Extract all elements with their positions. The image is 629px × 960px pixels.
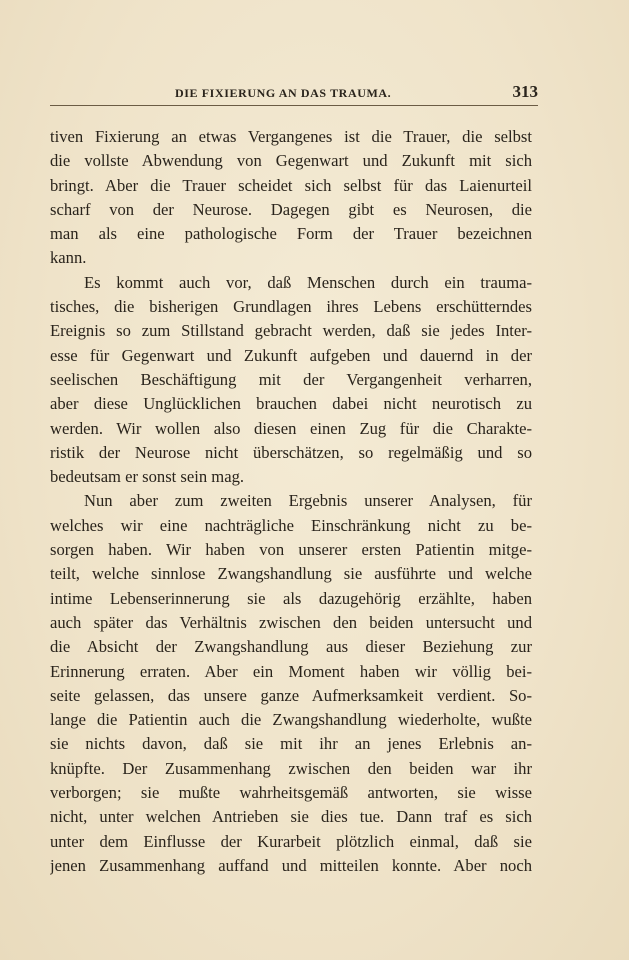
text-line: seite gelassen, das unsere ganze Aufmerksamkeit verdient. So- [50,685,532,705]
text-line: ristik der Neurose nicht überschätzen, so regelmäßig und so [50,442,532,462]
text-line: bedeutsam er sonst sein mag. [50,467,245,487]
text-line: werden. Wir wollen also diesen einen Zug für die Charakte- [50,418,532,438]
running-head-title: DIE FIXIERUNG AN DAS TRAUMA. [175,86,392,100]
text-line: esse für Gegenwart und Zukunft aufgeben und dauernd in der [50,345,532,365]
text-line: kann. [50,248,87,268]
text-line: scharf von der Neurose. Dagegen gibt es Neurosen, die [50,199,532,219]
text-line: sorgen haben. Wir haben von unserer ersten Patientin mitge- [50,540,532,560]
text-line: welches wir eine nachträgliche Einschränkung nicht zu be- [50,515,532,535]
page-number: 313 [512,82,538,101]
body-text [50,125,532,878]
text-line: knüpfte. Der Zusammenhang zwischen den beiden war ihr [50,758,532,778]
text-line: tisches, die bisherigen Grundlagen ihres Lebens erschütterndes [50,297,532,317]
text-line: die vollste Abwendung von Gegenwart und Zukunft mit sich [50,151,532,171]
text-line: aber diese Unglücklichen brauchen dabei nicht neurotisch zu [50,394,532,414]
text-line: Es kommt auch vor, daß Menschen durch ein trauma- [84,272,532,292]
header-rule [50,105,538,106]
text-line: Ereignis so zum Stillstand gebracht werden, daß sie jedes Inter- [50,321,532,341]
text-line: jenen Zusammenhang auffand und mitteilen konnte. Aber noch [50,855,532,875]
text-line: seelischen Beschäftigung mit der Vergangenheit verharren, [50,369,532,389]
text-line: man als eine pathologische Form der Trauer bezeichnen [50,224,532,244]
text-line: verborgen; sie mußte wahrheitsgemäß antworten, sie wisse [50,783,532,803]
text-line: die Absicht der Zwangshandlung aus dieser Beziehung zur [50,637,532,657]
text-line: Erinnerung erraten. Aber ein Moment haben wir völlig bei- [50,661,532,681]
text-line: Nun aber zum zweiten Ergebnis unserer Analysen, für [84,491,532,511]
text-line: teilt, welche sinnlose Zwangshandlung sie ausführte und welche [50,564,532,584]
running-head [50,82,538,104]
text-line: unter dem Einflusse der Kurarbeit plötzlich einmal, daß sie [50,831,532,851]
text-line: bringt. Aber die Trauer scheidet sich selbst für das Laienurteil [50,175,532,195]
text-line: nicht, unter welchen Antrieben sie dies tue. Dann traf es sich [50,807,532,827]
text-line: auch später das Verhältnis zwischen den beiden untersucht und [50,612,532,632]
text-line: lange die Patientin auch die Zwangshandlung wiederholte, wußte [50,710,532,730]
text-line: tiven Fixierung an etwas Vergangenes ist die Trauer, die selbst [50,127,532,146]
text-line: intime Lebenserinnerung sie als dazugehörig erzählte, haben [50,588,532,608]
text-line: sie nichts davon, daß sie mit ihr an jenes Erlebnis an- [50,734,532,754]
